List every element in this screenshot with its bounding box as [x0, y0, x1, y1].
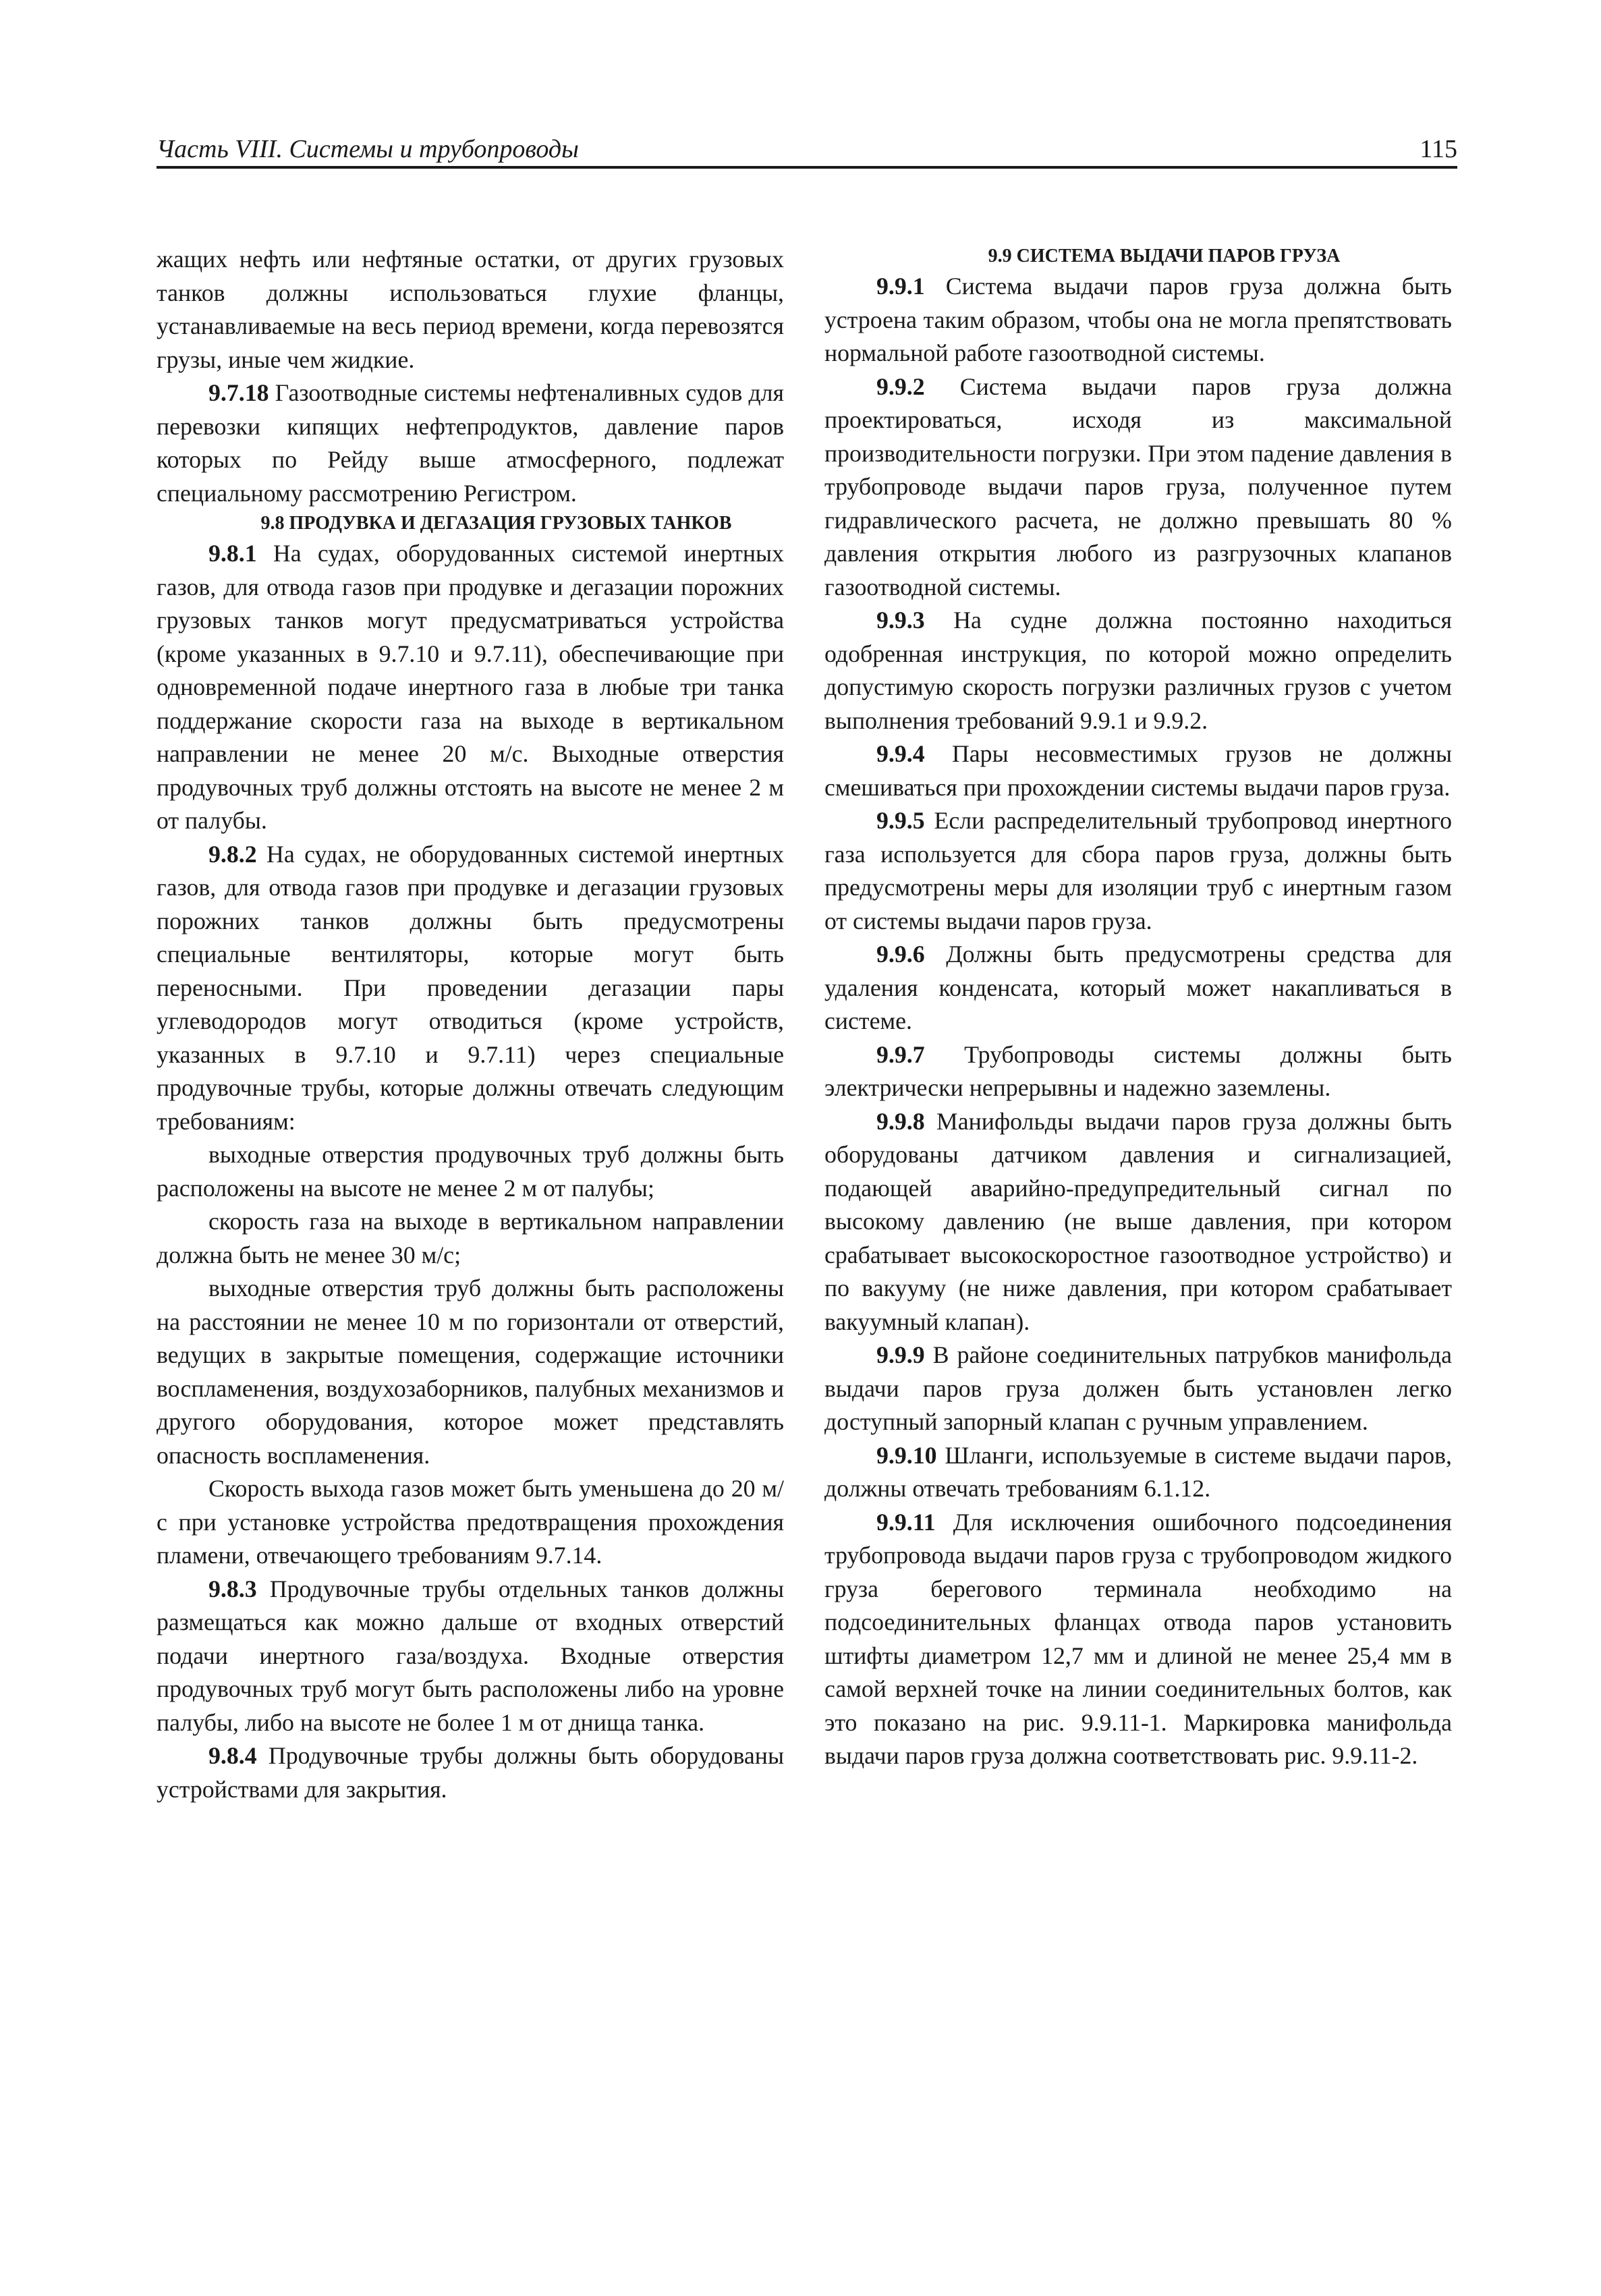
paragraph-number: 9.8.3: [208, 1575, 257, 1602]
paragraph-text: Продувочные трубы отдельных танков должны размещаться как можно дальше от входных отверстий подачи инертного газа/воздуха. Входные отверстия продувочных труб могут быть расположены либо на уровне палубы, либо на высоте не более 1 м от днища танка.: [157, 1575, 784, 1736]
paragraph-9-8-4: [157, 1739, 784, 1806]
continuation-paragraph: жащих нефть или нефтяные остатки, от других грузовых танков должны использоваться глухие фланцы, устанавливаемые на весь период времени, когда перевозятся грузы, иные чем жидкие.: [157, 246, 784, 373]
paragraph-text: Манифольды выдачи паров груза должны быть оборудованы датчиком давления и сигнализацией, подающей аварийно-предупредительный сигнал по высокому давлению (не выше давления, при котором срабатывает высокоскоростное газоотводное устройство) и по вакууму (не ниже давления, при котором срабатывает вакуумный клапан).: [824, 1107, 1452, 1335]
section-heading-9-8: 9.8 ПРОДУВКА И ДЕГАЗАЦИЯ ГРУЗОВЫХ ТАНКОВ: [260, 513, 732, 534]
paragraph-number: 9.9.1: [876, 273, 925, 300]
paragraph-9-9-1: [824, 270, 1452, 370]
paragraph-number: 9.9.7: [876, 1040, 925, 1068]
left-column: [157, 243, 784, 1806]
paragraph-9-9-8: [824, 1105, 1452, 1339]
paragraph-number: 9.8.1: [208, 540, 257, 567]
paragraph-9-9-10: [824, 1439, 1452, 1506]
paragraph-number: 9.8.4: [208, 1742, 257, 1769]
paragraph-text: Должны быть предусмотрены средства для удаления конденсата, который может накапливаться в системе.: [824, 941, 1452, 1034]
paragraph-number: 9.9.10: [876, 1441, 937, 1469]
paragraph-text: На судах, не оборудованных системой инертных газов, для отвода газов при продувке и дегазации грузовых порожних танков должны быть предусмотрены специальные вентиляторы, которые могут быть переносными. При проведении дегазации пары углеводородов могут отводиться (кроме устройств, указанных в 9.7.10 и 9.7.11) через специальные продувочные трубы, которые должны отвечать следующим требованиям:: [157, 840, 784, 1135]
paragraph-text: Если распределительный трубопровод инертного газа используется для сбора паров груза, должны быть предусмотрены меры для изоляции труб с инертным газом от системы выдачи паров груза.: [824, 807, 1452, 934]
paragraph-number: 9.9.4: [876, 740, 925, 767]
paragraph-9-7-18: [157, 376, 784, 510]
paragraph-9-9-7: [824, 1038, 1452, 1105]
paragraph-9-9-3: [824, 604, 1452, 737]
paragraph-number: 9.9.2: [876, 372, 925, 400]
header-title: Часть VIII. Системы и трубопроводы: [157, 135, 579, 163]
paragraph-number: 9.9.3: [876, 607, 925, 634]
paragraph-text: Система выдачи паров груза должна быть устроена таким образом, чтобы она не могла препятствовать нормальной работе газоотводной системы.: [824, 273, 1452, 366]
running-header: [157, 127, 1457, 169]
paragraph-number: 9.9.11: [876, 1508, 936, 1536]
section-heading-9-9: 9.9 СИСТЕМА ВЫДАЧИ ПАРОВ ГРУЗА: [988, 246, 1341, 267]
paragraph-number: 9.9.8: [876, 1107, 925, 1135]
paragraph-9-9-9: [824, 1339, 1452, 1439]
paragraph-9-9-4: [824, 737, 1452, 804]
paragraph-text: Продувочные трубы должны быть оборудованы устройствами для закрытия.: [157, 1742, 784, 1803]
paragraph-9-8-1: [157, 537, 784, 838]
paragraph-9-8-2-tail: Скорость выхода газов может быть уменьшена до 20 м/с при установке устройства предотвращения прохождения пламени, отвечающего требованиям 9.7.14.: [157, 1475, 784, 1569]
paragraph-number: 9.7.18: [208, 379, 269, 406]
paragraph-text: Шланги, используемые в системе выдачи паров, должны отвечать требованиям 6.1.12.: [824, 1441, 1452, 1502]
paragraph-number: 9.9.6: [876, 941, 925, 968]
paragraph-9-8-2: [157, 838, 784, 1139]
paragraph-number: 9.9.9: [876, 1341, 925, 1368]
paragraph-text: Трубопроводы системы должны быть электрически непрерывны и надежно заземлены.: [824, 1040, 1452, 1101]
list-item: скорость газа на выходе в вертикальном направлении должна быть не менее 30 м/с;: [157, 1208, 784, 1268]
paragraph-9-9-11: [824, 1506, 1452, 1773]
paragraph-text: В районе соединительных патрубков манифольда выдачи паров груза должен быть установлен легко доступный запорный клапан с ручным управлением.: [824, 1341, 1452, 1435]
paragraph-text: Газоотводные системы нефтеналивных судов для перевозки кипящих нефтепродуктов, давление паров которых по Рейду выше атмосферного, подлежат специальному рассмотрению Регистром.: [157, 379, 784, 507]
paragraph-9-9-6: [824, 938, 1452, 1038]
paragraph-text: Пары несовместимых грузов не должны смешиваться при прохождении системы выдачи паров груза.: [824, 740, 1452, 801]
paragraph-text: Для исключения ошибочного подсоединения трубопровода выдачи паров груза с трубопроводом жидкого груза берегового терминала необходимо на подсоединительных фланцах отвода паров установить штифты диаметром 12,7 мм и длиной не менее 25,4 мм в самой верхней точке на линии соединительных болтов, как это показано на рис. 9.9.11-1. Маркировка манифольда выдачи паров груза должна соответствовать рис. 9.9.11-2.: [824, 1508, 1452, 1769]
paragraph-number: 9.9.5: [876, 807, 925, 834]
paragraph-text: Система выдачи паров груза должна проектироваться, исходя из максимальной производительности погрузки. При этом падение давления в трубопроводе выдачи паров груза, полученное путем гидравлического расчета, не должно превышать 80 % давления открытия любого из разгрузочных клапанов газоотводной системы.: [824, 372, 1452, 600]
paragraph-text: На судах, оборудованных системой инертных газов, для отвода газов при продувке и дегазации порожних грузовых танков могут предусматриваться устройства (кроме указанных в 9.7.10 и 9.7.11), обеспечивающие при одновременной подаче инертного газа в любые три танка поддержание скорости газа на выходе в вертикальном направлении не менее 20 м/с. Выходные отверстия продувочных труб должны отстоять на высоте не менее 2 м от палубы.: [157, 540, 784, 834]
paragraph-number: 9.8.2: [208, 840, 257, 868]
page-number: 115: [1420, 135, 1457, 163]
list-item: выходные отверстия труб должны быть расположены на расстоянии не менее 10 м по горизонтали от отверстий, ведущих в закрытые помещения, содержащие источники воспламенения, воздухозаборников, палубных механизмов и другого оборудования, которое может представлять опасность воспламенения.: [157, 1275, 784, 1469]
paragraph-9-8-3: [157, 1573, 784, 1740]
right-column: [824, 243, 1452, 1773]
paragraph-9-9-2: [824, 370, 1452, 605]
list-item: выходные отверстия продувочных труб должны быть расположены на высоте не менее 2 м от палубы;: [157, 1141, 784, 1202]
paragraph-text: На судне должна постоянно находиться одобренная инструкция, по которой можно определить допустимую скорость погрузки различных грузов с учетом выполнения требований 9.9.1 и 9.9.2.: [824, 607, 1452, 734]
paragraph-9-9-5: [824, 804, 1452, 938]
